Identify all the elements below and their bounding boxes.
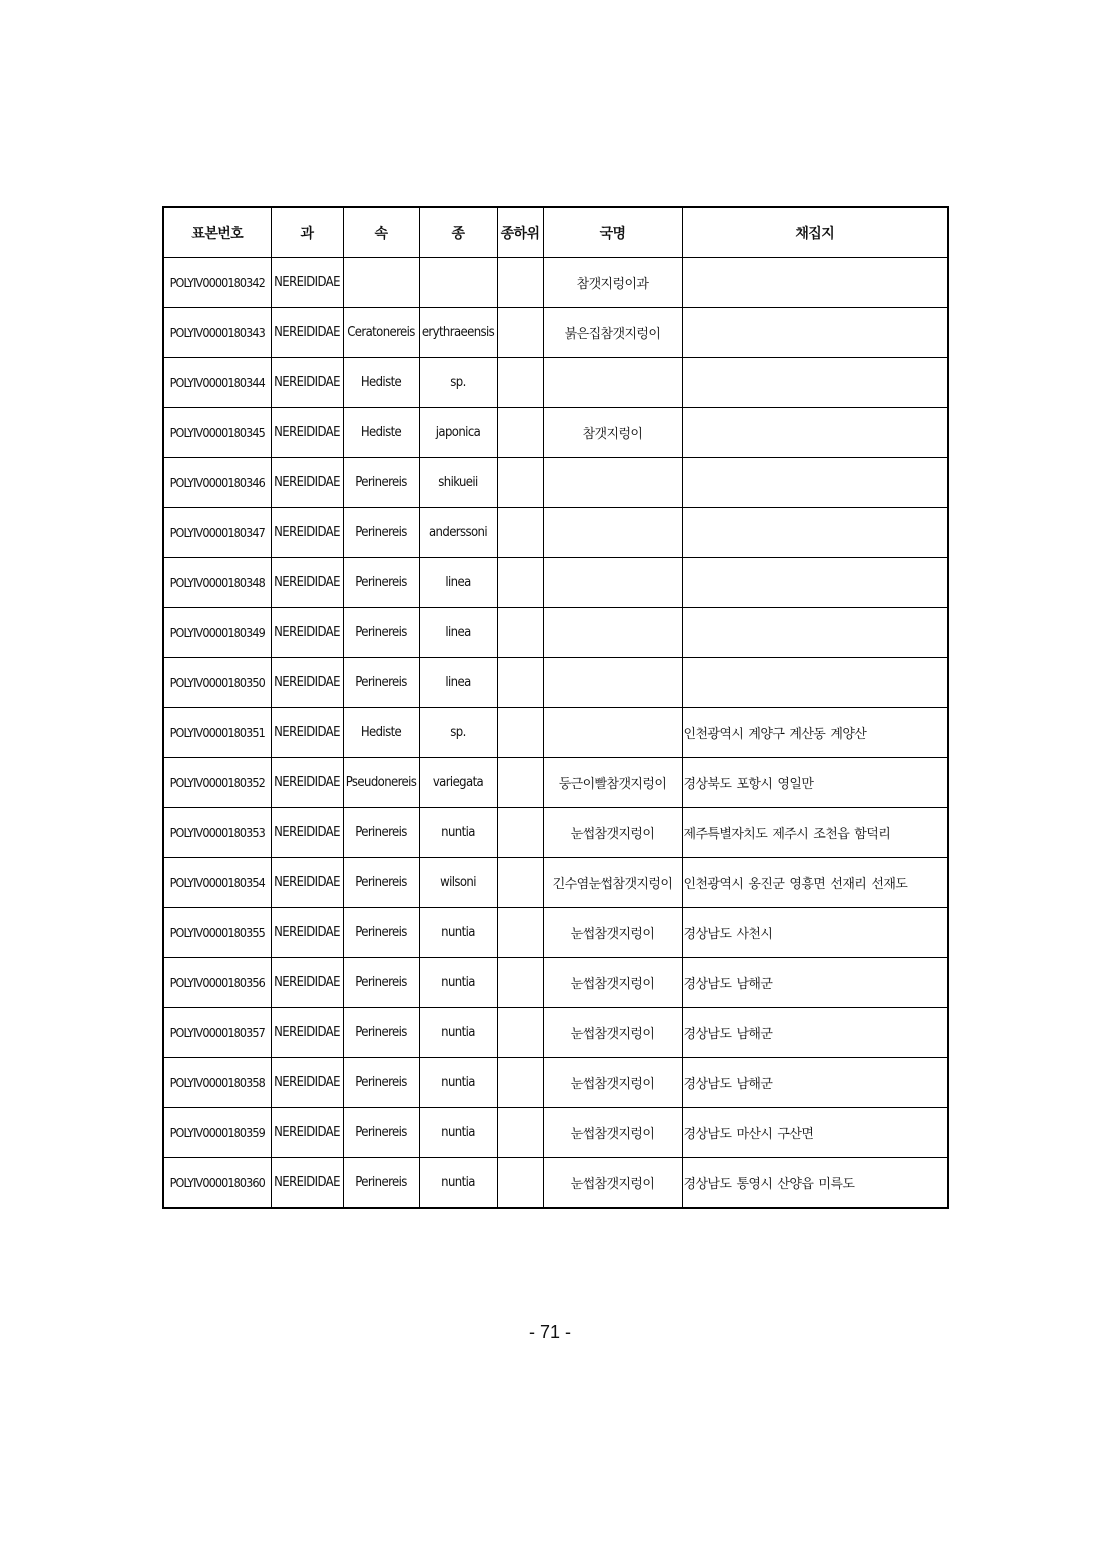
table-row — [163, 1108, 948, 1158]
cell-genus: Perinereis — [343, 808, 419, 858]
cell-family: NEREIDIDAE — [271, 1058, 343, 1108]
table-row — [163, 1008, 948, 1058]
cell-family: NEREIDIDAE — [271, 608, 343, 658]
cell-subspecies — [497, 1158, 543, 1209]
cell-subspecies — [497, 958, 543, 1008]
cell-locality — [682, 258, 948, 308]
cell-species: sp. — [419, 358, 497, 408]
cell-family: NEREIDIDAE — [271, 758, 343, 808]
cell-species: nuntia — [419, 1158, 497, 1209]
cell-locality — [682, 608, 948, 658]
table-row — [163, 808, 948, 858]
table-row — [163, 758, 948, 808]
cell-korean-name: 눈썹참갯지렁이 — [543, 1158, 682, 1209]
cell-family: NEREIDIDAE — [271, 1158, 343, 1209]
table-row — [163, 308, 948, 358]
cell-locality: 경상북도 포항시 영일만 — [682, 758, 948, 808]
header-korean-name: 국명 — [543, 207, 682, 258]
cell-locality — [682, 458, 948, 508]
cell-genus: Perinereis — [343, 1008, 419, 1058]
table-row — [163, 1158, 948, 1209]
cell-genus: Perinereis — [343, 558, 419, 608]
header-family: 과 — [271, 207, 343, 258]
cell-korean-name — [543, 708, 682, 758]
cell-specimen-no: POLYIV0000180351 — [163, 708, 271, 758]
cell-specimen-no: POLYIV0000180353 — [163, 808, 271, 858]
cell-korean-name: 눈썹참갯지렁이 — [543, 908, 682, 958]
cell-specimen-no: POLYIV0000180345 — [163, 408, 271, 458]
cell-subspecies — [497, 308, 543, 358]
header-row — [163, 207, 948, 258]
cell-locality — [682, 408, 948, 458]
cell-family: NEREIDIDAE — [271, 258, 343, 308]
cell-specimen-no: POLYIV0000180359 — [163, 1108, 271, 1158]
cell-locality: 경상남도 사천시 — [682, 908, 948, 958]
cell-subspecies — [497, 458, 543, 508]
cell-genus: Hediste — [343, 408, 419, 458]
cell-locality: 인천광역시 계양구 계산동 계양산 — [682, 708, 948, 758]
cell-subspecies — [497, 358, 543, 408]
header-specimen-no: 표본번호 — [163, 207, 271, 258]
cell-genus: Perinereis — [343, 858, 419, 908]
header-subspecies: 종하위 — [497, 207, 543, 258]
cell-subspecies — [497, 608, 543, 658]
cell-subspecies — [497, 1058, 543, 1108]
cell-korean-name: 눈썹참갯지렁이 — [543, 808, 682, 858]
cell-subspecies — [497, 658, 543, 708]
cell-family: NEREIDIDAE — [271, 908, 343, 958]
cell-subspecies — [497, 708, 543, 758]
cell-family: NEREIDIDAE — [271, 1008, 343, 1058]
cell-family: NEREIDIDAE — [271, 458, 343, 508]
cell-specimen-no: POLYIV0000180356 — [163, 958, 271, 1008]
cell-family: NEREIDIDAE — [271, 558, 343, 608]
cell-species: nuntia — [419, 1058, 497, 1108]
table-row — [163, 908, 948, 958]
table-row — [163, 508, 948, 558]
cell-genus: Perinereis — [343, 1108, 419, 1158]
cell-korean-name: 참갯지렁이과 — [543, 258, 682, 308]
cell-korean-name — [543, 658, 682, 708]
cell-korean-name: 참갯지렁이 — [543, 408, 682, 458]
cell-genus: Perinereis — [343, 1158, 419, 1209]
cell-specimen-no: POLYIV0000180354 — [163, 858, 271, 908]
cell-korean-name: 긴수염눈썹참갯지렁이 — [543, 858, 682, 908]
cell-species: nuntia — [419, 1008, 497, 1058]
cell-specimen-no: POLYIV0000180358 — [163, 1058, 271, 1108]
cell-family: NEREIDIDAE — [271, 508, 343, 558]
cell-locality: 경상남도 마산시 구산면 — [682, 1108, 948, 1158]
cell-specimen-no: POLYIV0000180347 — [163, 508, 271, 558]
header-locality: 채집지 — [682, 207, 948, 258]
table-header — [163, 207, 948, 258]
cell-subspecies — [497, 858, 543, 908]
cell-subspecies — [497, 758, 543, 808]
cell-specimen-no: POLYIV0000180352 — [163, 758, 271, 808]
cell-korean-name — [543, 358, 682, 408]
cell-genus: Perinereis — [343, 458, 419, 508]
cell-korean-name — [543, 458, 682, 508]
cell-genus: Perinereis — [343, 508, 419, 558]
cell-specimen-no: POLYIV0000180360 — [163, 1158, 271, 1209]
cell-species: nuntia — [419, 908, 497, 958]
cell-locality: 경상남도 남해군 — [682, 958, 948, 1008]
cell-korean-name — [543, 558, 682, 608]
cell-family: NEREIDIDAE — [271, 408, 343, 458]
cell-family: NEREIDIDAE — [271, 1108, 343, 1158]
cell-specimen-no: POLYIV0000180350 — [163, 658, 271, 708]
cell-genus: Ceratonereis — [343, 308, 419, 358]
cell-korean-name: 붉은집참갯지렁이 — [543, 308, 682, 358]
table-row — [163, 258, 948, 308]
cell-locality: 경상남도 남해군 — [682, 1058, 948, 1108]
cell-species: variegata — [419, 758, 497, 808]
header-species: 종 — [419, 207, 497, 258]
page-number: - 71 - — [528, 1322, 571, 1342]
cell-genus — [343, 258, 419, 308]
cell-specimen-no: POLYIV0000180346 — [163, 458, 271, 508]
cell-species: shikueii — [419, 458, 497, 508]
cell-subspecies — [497, 908, 543, 958]
cell-family: NEREIDIDAE — [271, 858, 343, 908]
cell-species: erythraeensis — [419, 308, 497, 358]
table-row — [163, 708, 948, 758]
cell-specimen-no: POLYIV0000180344 — [163, 358, 271, 408]
cell-family: NEREIDIDAE — [271, 658, 343, 708]
cell-specimen-no: POLYIV0000180349 — [163, 608, 271, 658]
header-genus: 속 — [343, 207, 419, 258]
cell-species: linea — [419, 608, 497, 658]
cell-species: linea — [419, 658, 497, 708]
cell-family: NEREIDIDAE — [271, 358, 343, 408]
table-row — [163, 608, 948, 658]
cell-subspecies — [497, 508, 543, 558]
cell-family: NEREIDIDAE — [271, 808, 343, 858]
cell-korean-name: 눈썹참갯지렁이 — [543, 958, 682, 1008]
cell-species: nuntia — [419, 1108, 497, 1158]
cell-subspecies — [497, 1108, 543, 1158]
cell-family: NEREIDIDAE — [271, 708, 343, 758]
cell-korean-name — [543, 508, 682, 558]
cell-family: NEREIDIDAE — [271, 958, 343, 1008]
cell-genus: Pseudonereis — [343, 758, 419, 808]
cell-species: linea — [419, 558, 497, 608]
cell-korean-name: 눈썹참갯지렁이 — [543, 1008, 682, 1058]
cell-korean-name — [543, 608, 682, 658]
cell-locality — [682, 508, 948, 558]
cell-korean-name: 눈썹참갯지렁이 — [543, 1058, 682, 1108]
cell-family: NEREIDIDAE — [271, 308, 343, 358]
cell-subspecies — [497, 408, 543, 458]
cell-genus: Hediste — [343, 358, 419, 408]
cell-locality — [682, 308, 948, 358]
cell-specimen-no: POLYIV0000180355 — [163, 908, 271, 958]
cell-subspecies — [497, 558, 543, 608]
cell-subspecies — [497, 258, 543, 308]
cell-locality: 경상남도 남해군 — [682, 1008, 948, 1058]
cell-species: nuntia — [419, 958, 497, 1008]
cell-genus: Perinereis — [343, 908, 419, 958]
cell-species: nuntia — [419, 808, 497, 858]
specimen-table — [162, 206, 949, 1209]
table-row — [163, 458, 948, 508]
cell-locality: 제주특별자치도 제주시 조천읍 함덕리 — [682, 808, 948, 858]
cell-genus: Perinereis — [343, 1058, 419, 1108]
table-row — [163, 408, 948, 458]
cell-korean-name: 둥근이빨참갯지렁이 — [543, 758, 682, 808]
cell-locality: 인천광역시 옹진군 영흥면 선재리 선재도 — [682, 858, 948, 908]
cell-species — [419, 258, 497, 308]
cell-locality — [682, 358, 948, 408]
table-row — [163, 658, 948, 708]
cell-locality — [682, 558, 948, 608]
cell-genus: Perinereis — [343, 958, 419, 1008]
table-row — [163, 1058, 948, 1108]
cell-specimen-no: POLYIV0000180342 — [163, 258, 271, 308]
cell-species: japonica — [419, 408, 497, 458]
cell-specimen-no: POLYIV0000180357 — [163, 1008, 271, 1058]
cell-genus: Perinereis — [343, 608, 419, 658]
cell-korean-name: 눈썹참갯지렁이 — [543, 1108, 682, 1158]
cell-genus: Hediste — [343, 708, 419, 758]
table-row — [163, 958, 948, 1008]
cell-specimen-no: POLYIV0000180343 — [163, 308, 271, 358]
cell-species: wilsoni — [419, 858, 497, 908]
cell-locality: 경상남도 통영시 산양읍 미륵도 — [682, 1158, 948, 1209]
cell-subspecies — [497, 808, 543, 858]
cell-locality — [682, 658, 948, 708]
cell-species: anderssoni — [419, 508, 497, 558]
table-row — [163, 558, 948, 608]
cell-subspecies — [497, 1008, 543, 1058]
cell-species: sp. — [419, 708, 497, 758]
cell-genus: Perinereis — [343, 658, 419, 708]
table-row — [163, 358, 948, 408]
table-row — [163, 858, 948, 908]
cell-specimen-no: POLYIV0000180348 — [163, 558, 271, 608]
table-body — [163, 258, 948, 1209]
